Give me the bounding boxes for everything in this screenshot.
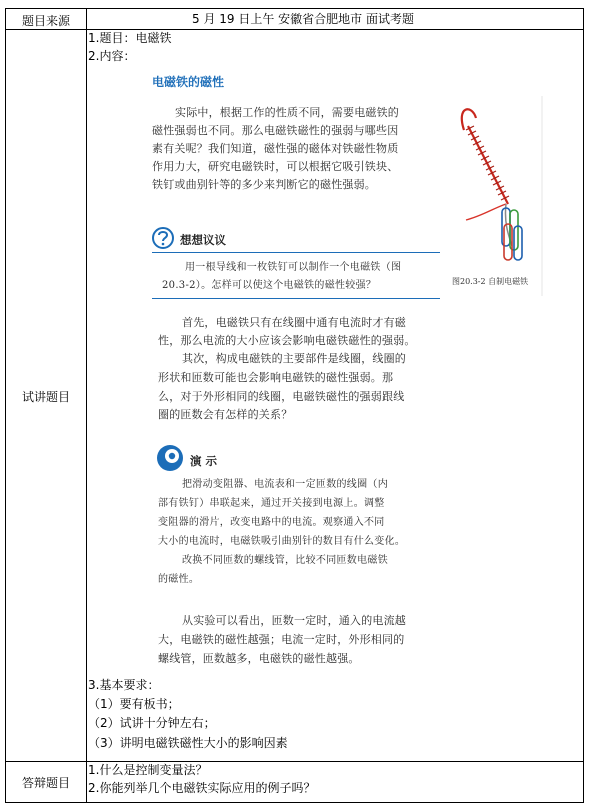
intro-line: 实际中，根据工作的性质不同，需要电磁铁的	[175, 106, 399, 119]
para-line: 圈的匝数会有怎样的关系？	[158, 408, 293, 421]
conclusion-line: 从实验可以看出，匝数一定时，通入的电流越	[182, 614, 406, 627]
conclusion-line: 螺线管，匝数越多，电磁铁的磁性越强。	[158, 652, 360, 665]
lightbulb-icon	[151, 226, 177, 250]
conclusion-line: 大，电磁铁的磁性越强；电流一定时，外形相同的	[158, 633, 405, 646]
para-line: 么，对于外形相同的线圈，电磁铁磁性的强弱跟线	[158, 390, 405, 403]
requirement-item: （2）试讲十分钟左右；	[88, 716, 216, 730]
requirement-item: （1）要有板书；	[88, 697, 180, 711]
column-divider	[86, 9, 87, 802]
demo-text-line: 把滑动变阻器、电流表和一定匝数的线圈（内	[182, 479, 388, 490]
defense-question: 1.什么是控制变量法？	[88, 763, 208, 777]
think-text-line: 用一根导线和一枚铁钉可以制作一个电磁铁（图	[185, 262, 402, 273]
row-divider	[6, 761, 583, 762]
figure-caption: 图20.3-2 自制电磁铁	[452, 277, 529, 286]
intro-line: 磁性强弱也不同。那么电磁铁磁性的强弱与哪些因	[152, 124, 399, 137]
intro-line: 作用力大，研究电磁铁时，可以根据它吸引铁块、	[152, 160, 399, 173]
source-label: 题目来源	[21, 14, 70, 28]
demo-icon	[155, 443, 187, 473]
trial-label: 试讲题目	[21, 390, 70, 404]
book-heading: 电磁铁的磁性	[152, 75, 225, 89]
electromagnet-figure	[446, 96, 566, 306]
demo-text-line: 改换不同匝数的螺线管，比较不同匝数电磁铁	[182, 555, 388, 566]
content-label: 2.内容：	[88, 49, 136, 63]
topic-line: 1.题目：电磁铁	[88, 31, 172, 45]
demo-text-line: 部有铁钉）串联起来，通过开关接到电源上。调整	[158, 498, 385, 509]
defense-label: 答辩题目	[21, 776, 70, 790]
para-line: 其次，构成电磁铁的主要部件是线圈，线圈的	[182, 352, 406, 365]
para-line: 首先，电磁铁只有在线圈中通有电流时才有磁	[182, 316, 406, 329]
demo-text-line: 大小的电流时，电磁铁吸引曲别针的数目有什么变化。	[158, 536, 406, 547]
think-text-line: 20.3-2）。怎样可以使这个电磁铁的磁性较强？	[162, 280, 377, 291]
demo-text-line: 的磁性。	[158, 574, 200, 585]
source-value: 5 月 19 日上午 安徽省合肥地市 面试考题	[192, 12, 414, 26]
row-divider	[6, 29, 583, 30]
defense-question: 2.你能列举几个电磁铁实际应用的例子吗？	[88, 781, 316, 795]
divider	[152, 252, 440, 253]
demo-text-line: 变阻器的滑片，改变电路中的电流。观察通入不同	[158, 517, 385, 528]
intro-line: 素有关呢？我们知道，磁性强的磁体对铁磁性物质	[152, 142, 399, 155]
demo-title: 演 示	[190, 454, 218, 468]
requirements-label: 3.基本要求：	[88, 678, 160, 692]
divider	[152, 298, 440, 299]
para-line: 形状和匝数可能也会影响电磁铁的磁性强弱。那	[158, 371, 394, 384]
intro-line: 铁钉或曲别针等的多少来判断它的磁性强弱。	[152, 178, 376, 191]
think-title: 想想议议	[180, 233, 226, 247]
requirement-item: （3）讲明电磁铁磁性大小的影响因素	[88, 736, 288, 750]
para-line: 性，那么电流的大小应该会影响电磁铁磁性的强弱。	[158, 334, 416, 347]
